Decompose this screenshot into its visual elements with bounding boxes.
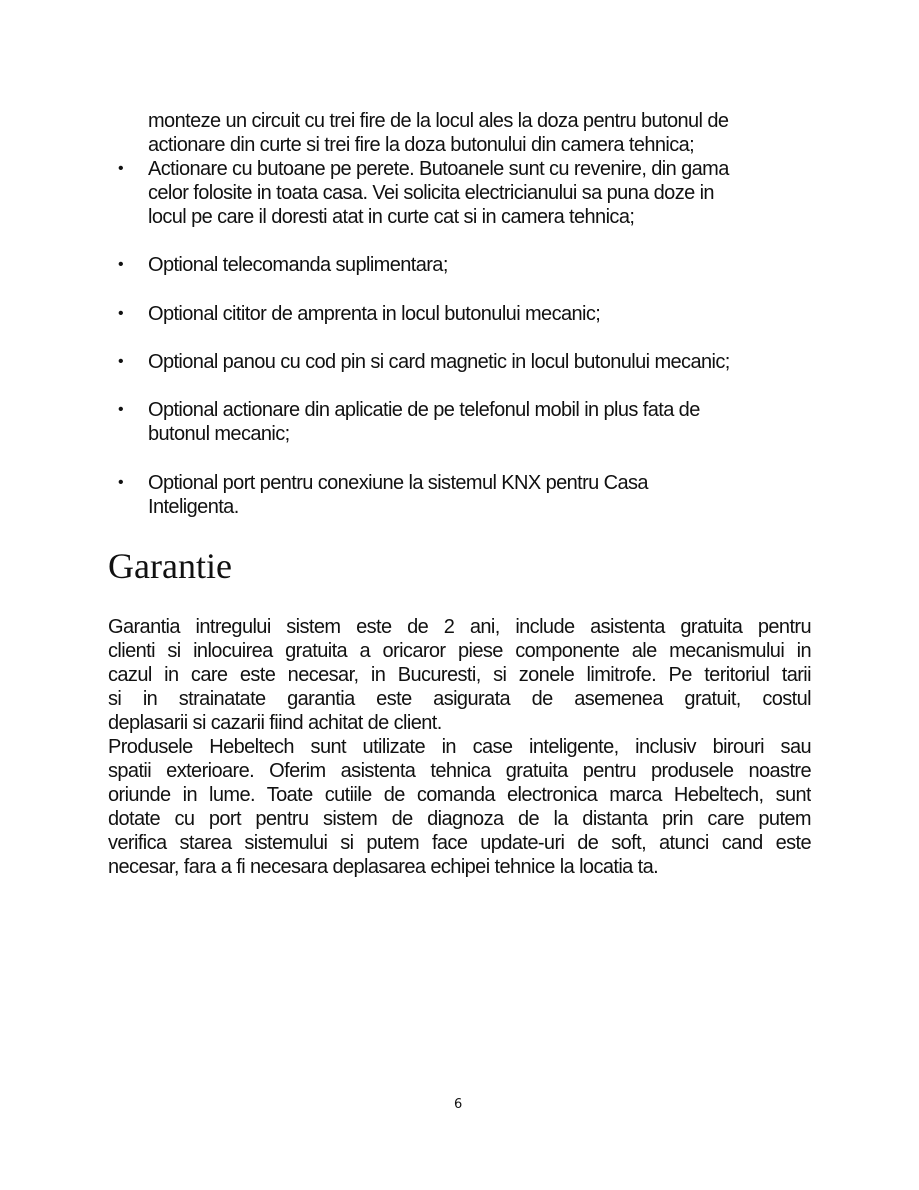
paragraph-line: oriunde in lume. Toate cutiile de comanda electronica marca Hebeltech, sunt bbox=[108, 784, 811, 806]
bullet-icon: • bbox=[118, 353, 124, 370]
list-item-line: Optional telecomanda suplimentara; bbox=[148, 254, 448, 276]
list-item-line: Optional port pentru conexiune la sistemul KNX pentru Casa bbox=[148, 472, 648, 494]
bullet-icon: • bbox=[118, 160, 124, 177]
paragraph-line: Garantia intregului sistem este de 2 ani, include asistenta gratuita pentru bbox=[108, 616, 811, 638]
list-item-line: celor folosite in toata casa. Vei solicita electricianului sa puna doze in bbox=[148, 182, 714, 204]
paragraph-line: verifica starea sistemului si putem face update-uri de soft, atunci cand este bbox=[108, 832, 811, 854]
list-item-line: monteze un circuit cu trei fire de la locul ales la doza pentru butonul de bbox=[148, 110, 729, 132]
list-item-line: Actionare cu butoane pe perete. Butoanele sunt cu revenire, din gama bbox=[148, 158, 729, 180]
bullet-icon: • bbox=[118, 474, 124, 491]
bullet-icon: • bbox=[118, 305, 124, 322]
paragraph-line: spatii exterioare. Oferim asistenta tehnica gratuita pentru produsele noastre bbox=[108, 760, 811, 782]
list-item-line: Optional cititor de amprenta in locul butonului mecanic; bbox=[148, 303, 601, 325]
list-item-line: Inteligenta. bbox=[148, 496, 239, 518]
paragraph-line: Produsele Hebeltech sunt utilizate in case inteligente, inclusiv birouri sau bbox=[108, 736, 811, 758]
list-item-line: butonul mecanic; bbox=[148, 423, 290, 445]
paragraph-line: deplasarii si cazarii fiind achitat de client. bbox=[108, 712, 442, 734]
bullet-icon: • bbox=[118, 256, 124, 273]
paragraph-line: clienti si inlocuirea gratuita a oricaror piese componente ale mecanismului in bbox=[108, 640, 811, 662]
paragraph-line: si in strainatate garantia este asigurata de asemenea gratuit, costul bbox=[108, 688, 811, 710]
paragraph-line: necesar, fara a fi necesara deplasarea echipei tehnice la locatia ta. bbox=[108, 856, 659, 878]
paragraph-line: dotate cu port pentru sistem de diagnoza de la distanta prin care putem bbox=[108, 808, 811, 830]
paragraph-line: cazul in care este necesar, in Bucuresti, si zonele limitrofe. Pe teritoriul tarii bbox=[108, 664, 811, 686]
bullet-icon: • bbox=[118, 401, 124, 418]
list-item-line: Optional actionare din aplicatie de pe telefonul mobil in plus fata de bbox=[148, 399, 700, 421]
list-item-line: Optional panou cu cod pin si card magnetic in locul butonului mecanic; bbox=[148, 351, 730, 373]
list-item-line: locul pe care il doresti atat in curte cat si in camera tehnica; bbox=[148, 206, 635, 228]
list-item-line: actionare din curte si trei fire la doza butonului din camera tehnica; bbox=[148, 134, 695, 156]
section-heading: Garantie bbox=[108, 546, 232, 586]
page-number: 6 bbox=[454, 1097, 463, 1112]
